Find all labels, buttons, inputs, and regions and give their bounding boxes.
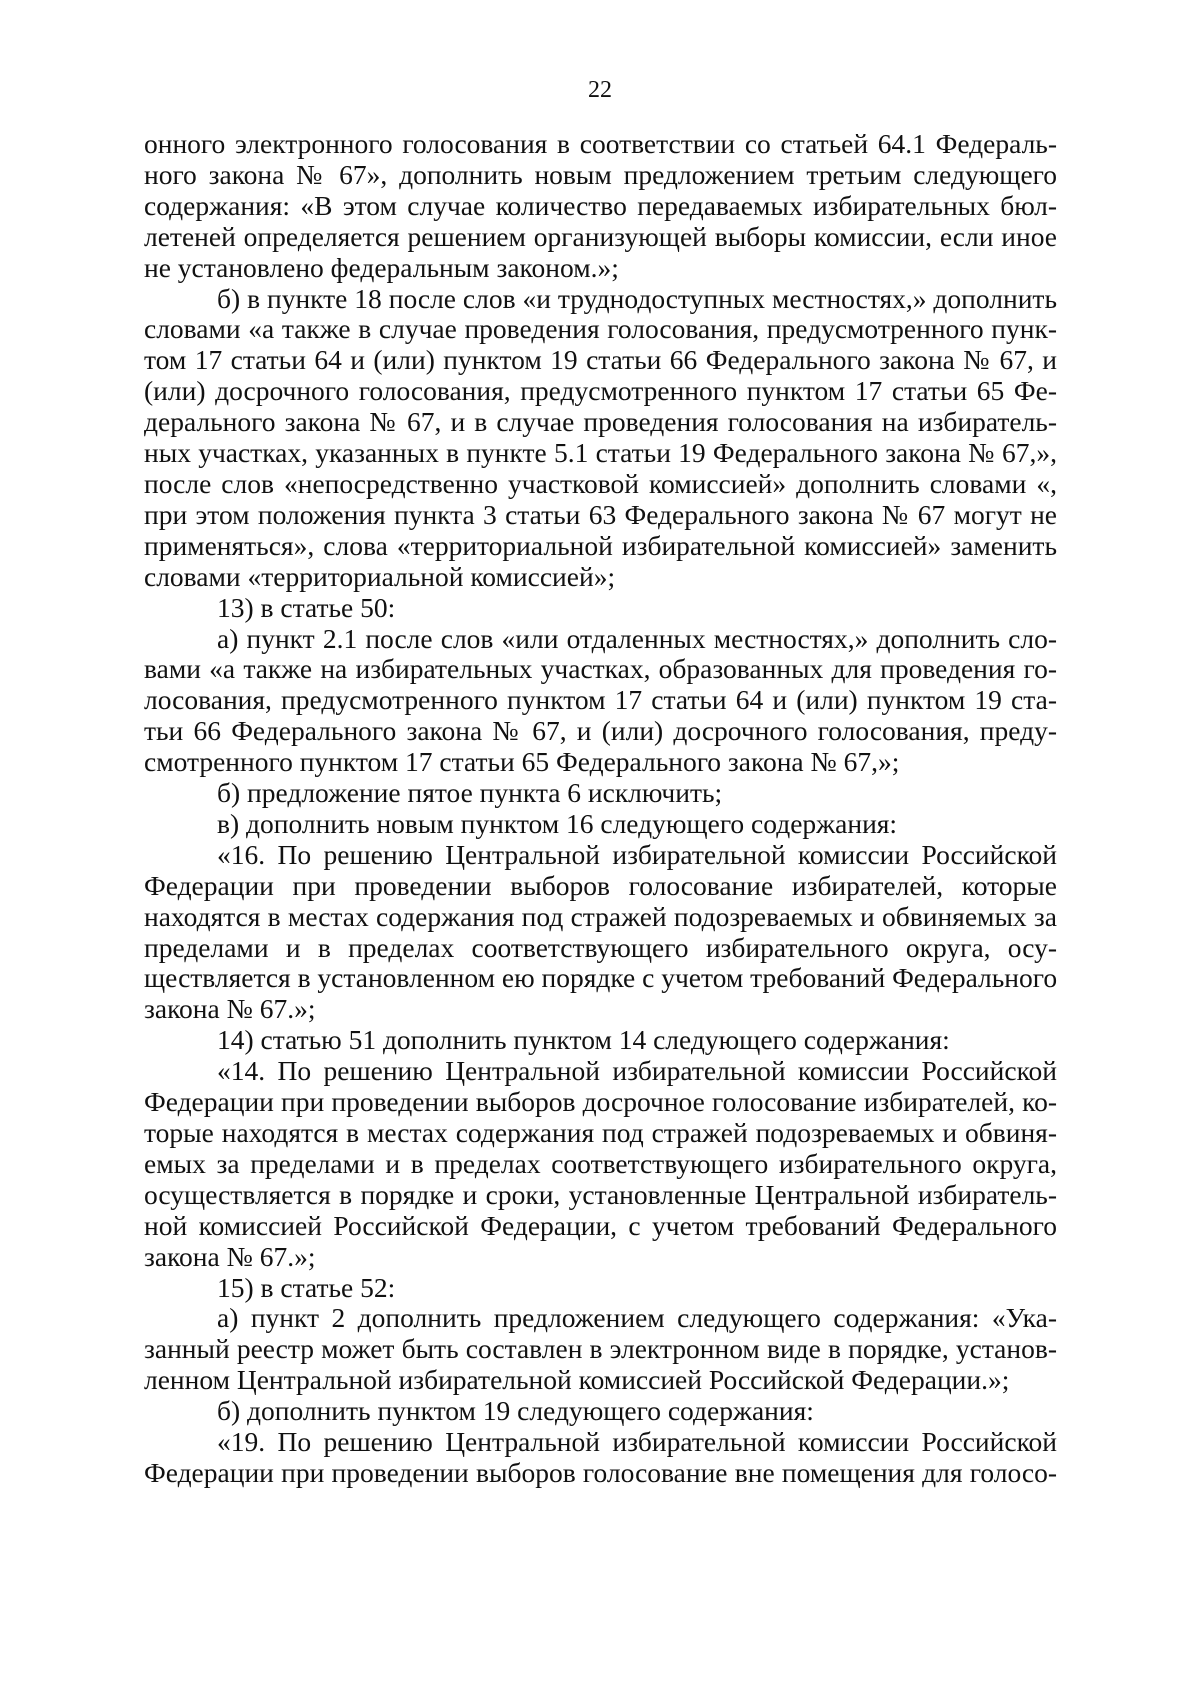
text-line: торые находятся в местах содержания под стражей подозреваемых и обвиня- [144,1117,1057,1148]
text-line: том 17 статьи 64 и (или) пунктом 19 статьи 66 Федерального закона № 67, и [144,344,1057,376]
text-line: при этом положения пункта 3 статьи 63 Федерального закона № 67 могут не [144,498,1057,530]
text-line: ной комиссией Российской Федерации, с учетом требований Федерального [144,1209,1057,1241]
text-line: пределами и в пределах соответствующего избирательного округа, осу- [144,931,1057,963]
text-line: «19. По решению Центральной избирательной комиссии Российской [217,1426,1057,1458]
text-line: находятся в местах содержания под стражей подозреваемых и обвиняемых за [144,900,1057,932]
text-line: ных участках, указанных в пункте 5.1 статьи 19 Федерального закона № 67,», [144,437,1057,469]
text-line: тьи 66 Федерального закона № 67, и (или) досрочного голосования, преду- [144,715,1057,747]
text-line: применяться», слова «территориальной избирательной комиссией» заменить [144,529,1057,561]
text-line: занный реестр может быть составлен в электронном виде в порядке, установ- [144,1333,1057,1365]
text-line: Федерации при проведении выборов голосование избирателей, которые [144,869,1057,901]
text-line: б) предложение пятое пункта 6 исключить; [217,777,723,809]
text-line: Федерации при проведении выборов досрочное голосование избирателей, ко- [144,1086,1057,1118]
text-line: а) пункт 2 дополнить предложением следующего содержания: «Ука- [217,1302,1057,1334]
text-line: Федерации при проведении выборов голосование вне помещения для голосо- [144,1456,1057,1488]
text-line: закона № 67.»; [144,993,316,1025]
text-line: словами «а также в случае проведения голосования, предусмотренного пунк- [144,313,1057,345]
document-body-text [144,129,1057,1489]
text-line: закона № 67.»; [144,1240,316,1272]
text-line: «16. По решению Центральной избирательной комиссии Российской [217,838,1057,870]
text-line: 15) в статье 52: [217,1271,396,1303]
page-number: 22 [588,77,612,103]
text-line: содержания: «В этом случае количество передаваемых избирательных бюл- [144,189,1057,221]
text-line: летеней определяется решением организующей выборы комиссии, если иное [144,220,1057,252]
text-line: в) дополнить новым пунктом 16 следующего содержания: [217,807,898,839]
text-line: «14. По решению Центральной избирательной комиссии Российской [217,1055,1057,1087]
text-line: словами «территориальной комиссией»; [144,560,616,592]
text-line: ществляется в установленном ею порядке с учетом требований Федерального [144,962,1058,994]
text-line: (или) досрочного голосования, предусмотренного пунктом 17 статьи 65 Фе- [144,375,1057,407]
text-line: 13) в статье 50: [217,591,396,623]
text-line: онного электронного голосования в соответствии со статьей 64.1 Федераль- [144,128,1057,159]
text-line: ленном Центральной избирательной комиссией Российской Федерации.»; [144,1364,1010,1396]
text-line: ного закона № 67», дополнить новым предложением третьим следующего [144,158,1057,190]
text-line: 14) статью 51 дополнить пунктом 14 следующего содержания: [217,1024,950,1056]
text-line: осуществляется в порядке и сроки, установленные Центральной избиратель- [144,1178,1057,1210]
text-line: после слов «непосредственно участковой комиссией» дополнить словами «, [144,467,1057,499]
text-line: б) в пункте 18 после слов «и труднодоступных местностях,» дополнить [217,282,1057,314]
text-line: емых за пределами и в пределах соответствующего избирательного округа, [144,1147,1057,1179]
text-line: не установлено федеральным законом.»; [144,251,619,283]
text-line: лосования, предусмотренного пунктом 17 статьи 64 и (или) пунктом 19 ста- [144,684,1057,716]
text-line: смотренного пунктом 17 статьи 65 Федерального закона № 67,»; [144,746,900,778]
text-line: а) пункт 2.1 после слов «или отдаленных местностях,» дополнить сло- [217,622,1057,654]
text-line: вами «а также на избирательных участках, образованных для проведения го- [144,653,1057,685]
text-line: дерального закона № 67, и в случае проведения голосования на избиратель- [144,406,1057,438]
text-line: б) дополнить пунктом 19 следующего содержания: [217,1395,814,1427]
